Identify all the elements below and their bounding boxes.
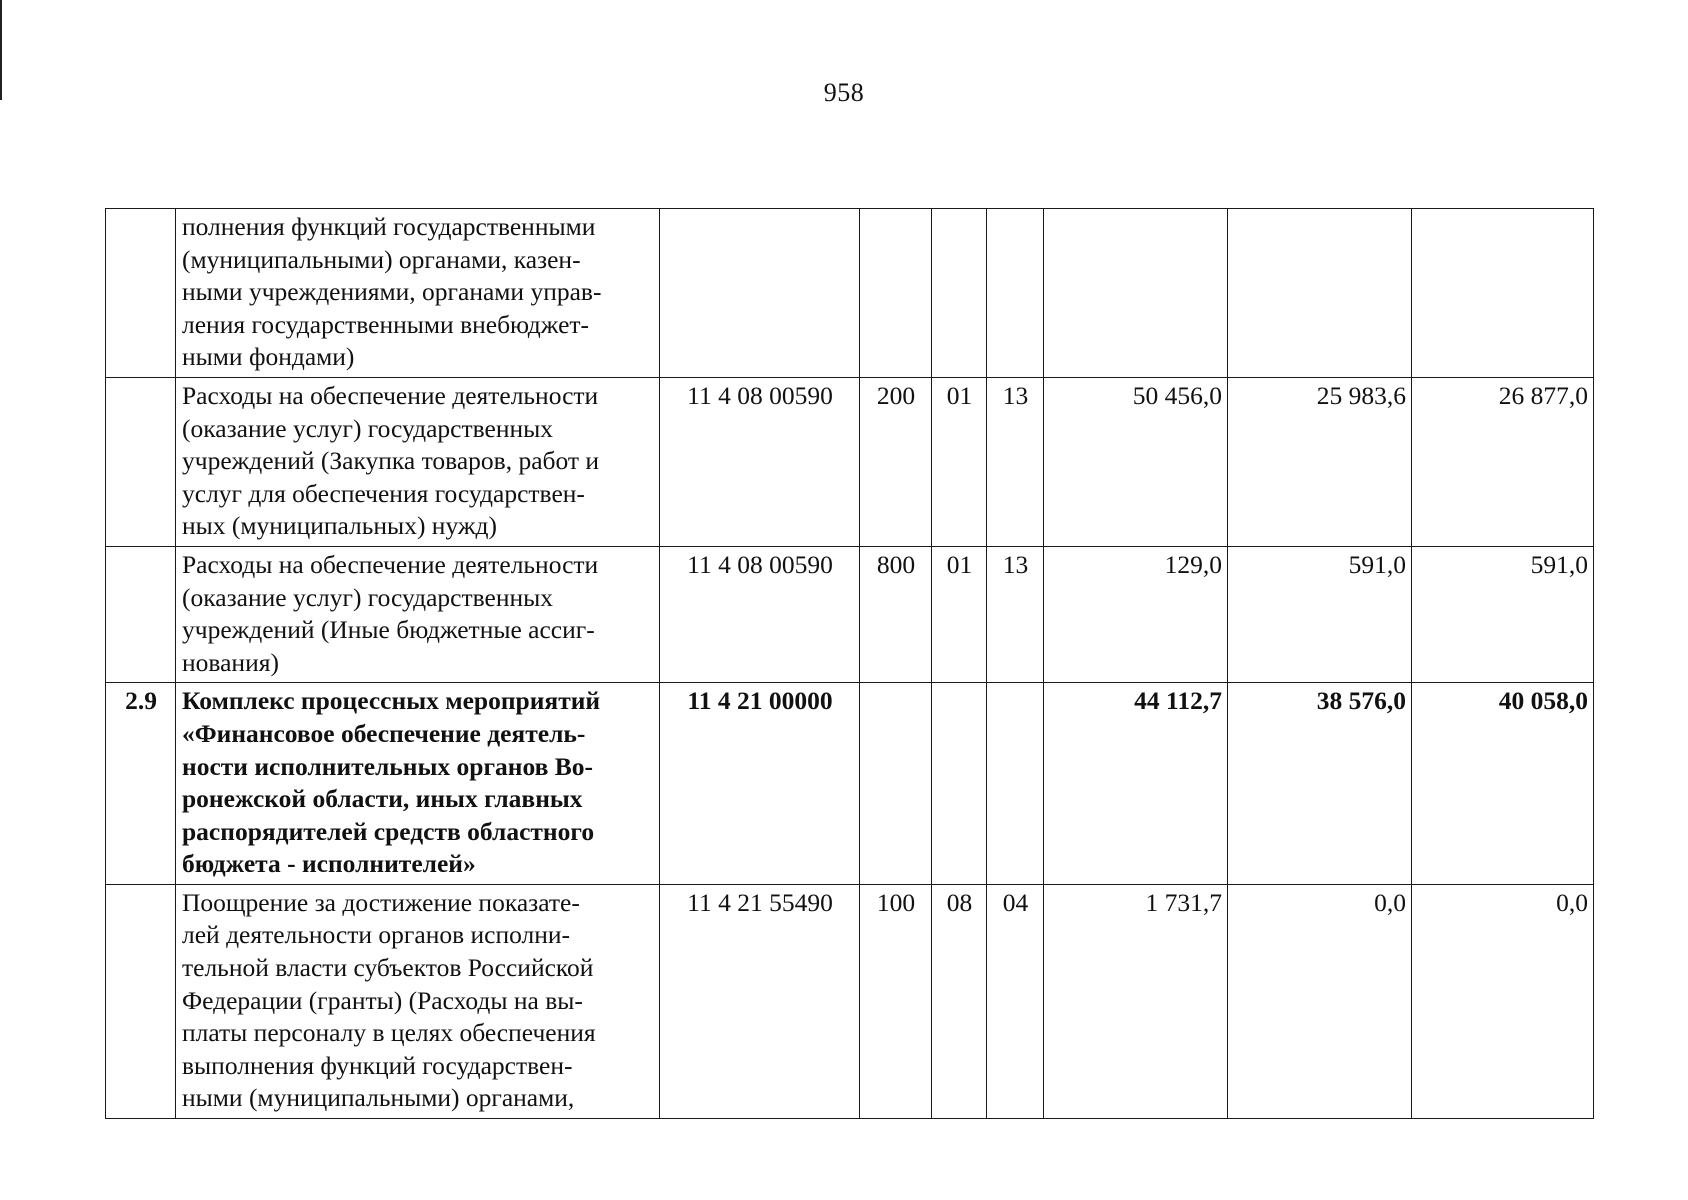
table-row xyxy=(106,884,1594,1118)
expense-type: 800 xyxy=(876,549,916,579)
row-name-line: услуг для обеспечения государствен- xyxy=(182,478,585,508)
row-name-line: тельной власти субъектов Российской xyxy=(182,953,594,983)
amount-year-3: 26 877,0 xyxy=(1498,380,1588,410)
page-number: 958 xyxy=(823,78,865,107)
target-article-code: 11 4 08 00590 xyxy=(687,549,833,579)
section-code-cell xyxy=(932,377,987,546)
section-code-cell xyxy=(932,884,987,1118)
row-name-line: ления государственными внебюджет- xyxy=(182,309,590,339)
row-name-line: ными фондами) xyxy=(182,342,355,372)
section-code-cell xyxy=(932,546,987,682)
target-article-code: 11 4 21 00000 xyxy=(687,686,833,716)
section-code: 01 xyxy=(946,380,973,410)
row-name-line: ными (муниципальными) органами, xyxy=(182,1083,575,1113)
subsection-code-cell xyxy=(987,209,1044,378)
amount-year-3-cell xyxy=(1412,884,1594,1118)
amount-year-3: 591,0 xyxy=(1530,549,1588,579)
row-name-line: платы персоналу в целях обеспечения xyxy=(182,1018,596,1048)
row-name-line: Федерации (гранты) (Расходы на вы- xyxy=(182,985,583,1015)
amount-year-3-cell xyxy=(1412,683,1594,885)
row-name-cell xyxy=(176,884,660,1118)
row-number-cell xyxy=(106,546,176,682)
table-row xyxy=(106,377,1594,546)
subsection-code: 04 xyxy=(1002,887,1029,917)
target-article-code-cell xyxy=(660,209,860,378)
target-article-code-cell xyxy=(660,377,860,546)
amount-year-2-cell xyxy=(1228,209,1412,378)
table-row xyxy=(106,683,1594,885)
subsection-code: 13 xyxy=(1002,549,1029,579)
amount-year-2-cell xyxy=(1228,683,1412,885)
row-name-line: ными учреждениями, органами управ- xyxy=(182,277,602,307)
amount-year-2: 591,0 xyxy=(1348,549,1406,579)
row-name-line: (оказание услуг) государственных xyxy=(182,413,554,443)
expense-type: 100 xyxy=(876,887,916,917)
amount-year-1-cell xyxy=(1044,209,1228,378)
amount-year-1: 1 731,7 xyxy=(1145,887,1222,917)
row-name-line: ных (муниципальных) нужд) xyxy=(182,511,497,541)
expense-type-cell xyxy=(860,209,932,378)
amount-year-3-cell xyxy=(1412,209,1594,378)
row-name-line: нования) xyxy=(182,647,279,677)
amount-year-2-cell xyxy=(1228,377,1412,546)
amount-year-3-cell xyxy=(1412,377,1594,546)
row-name-line: распорядителей средств областного xyxy=(182,816,595,846)
row-name-line: полнения функций государственными xyxy=(182,212,596,241)
amount-year-2: 25 983,6 xyxy=(1316,380,1406,410)
amount-year-3: 40 058,0 xyxy=(1498,686,1588,716)
subsection-code: 13 xyxy=(1002,380,1029,410)
target-article-code-cell xyxy=(660,683,860,885)
table-body xyxy=(106,209,1594,1119)
row-name-line: «Финансовое обеспечение деятель- xyxy=(182,718,586,748)
row-number-cell xyxy=(106,683,176,885)
target-article-code: 11 4 21 55490 xyxy=(687,887,833,917)
row-number-cell xyxy=(106,209,176,378)
amount-year-2-cell xyxy=(1228,884,1412,1118)
row-name-cell xyxy=(176,209,660,378)
amount-year-1: 44 112,7 xyxy=(1134,686,1222,716)
amount-year-1-cell xyxy=(1044,546,1228,682)
row-name-line: бюджета - исполнителей» xyxy=(182,849,476,879)
amount-year-3: 0,0 xyxy=(1556,887,1588,917)
expense-type-cell xyxy=(860,546,932,682)
target-article-code-cell xyxy=(660,546,860,682)
amount-year-1: 50 456,0 xyxy=(1132,380,1222,410)
subsection-code-cell xyxy=(987,546,1044,682)
row-name-line: Расходы на обеспечение деятельности xyxy=(182,380,599,410)
amount-year-2: 0,0 xyxy=(1374,887,1406,917)
budget-table xyxy=(105,208,1594,1119)
row-name-cell xyxy=(176,683,660,885)
amount-year-2: 38 576,0 xyxy=(1316,686,1406,716)
amount-year-1-cell xyxy=(1044,683,1228,885)
row-name-line: учреждений (Иные бюджетные ассиг- xyxy=(182,615,595,645)
target-article-code-cell xyxy=(660,884,860,1118)
row-name-cell xyxy=(176,546,660,682)
table-row xyxy=(106,546,1594,682)
table-row xyxy=(106,209,1594,378)
row-name-line: (оказание услуг) государственных xyxy=(182,582,554,612)
subsection-code-cell xyxy=(987,884,1044,1118)
row-number-cell xyxy=(106,377,176,546)
row-name-cell xyxy=(176,377,660,546)
amount-year-1: 129,0 xyxy=(1164,549,1222,579)
expense-type: 200 xyxy=(876,380,916,410)
expense-type-cell xyxy=(860,884,932,1118)
row-name-line: Комплекс процессных мероприятий xyxy=(182,686,601,716)
row-name-line: учреждений (Закупка товаров, работ и xyxy=(182,446,600,476)
section-code-cell xyxy=(932,683,987,885)
row-name-line: (муниципальными) органами, казен- xyxy=(182,244,581,274)
row-name-line: Расходы на обеспечение деятельности xyxy=(182,549,599,579)
section-code: 01 xyxy=(946,549,973,579)
row-number-cell xyxy=(106,884,176,1118)
row-name-line: лей деятельности органов исполни- xyxy=(182,920,571,950)
subsection-code-cell xyxy=(987,377,1044,546)
row-name-line: выполнения функций государствен- xyxy=(182,1050,573,1080)
amount-year-3-cell xyxy=(1412,546,1594,682)
amount-year-1-cell xyxy=(1044,377,1228,546)
row-number: 2.9 xyxy=(125,686,157,716)
amount-year-2-cell xyxy=(1228,546,1412,682)
amount-year-1-cell xyxy=(1044,884,1228,1118)
expense-type-cell xyxy=(860,683,932,885)
target-article-code: 11 4 08 00590 xyxy=(687,380,833,410)
subsection-code-cell xyxy=(987,683,1044,885)
row-name-line: ности исполнительных органов Во- xyxy=(182,751,593,781)
section-code: 08 xyxy=(946,887,973,917)
section-code-cell xyxy=(932,209,987,378)
row-name-line: ронежской области, иных главных xyxy=(182,784,583,814)
row-name-line: Поощрение за достижение показате- xyxy=(182,887,580,917)
expense-type-cell xyxy=(860,377,932,546)
